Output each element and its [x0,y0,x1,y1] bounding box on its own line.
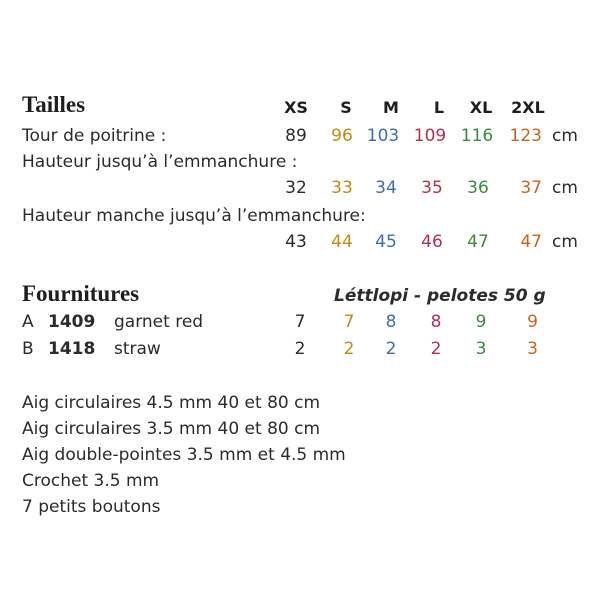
yarn-a-letter: A [22,312,34,332]
fournitures-heading: Fournitures [22,281,140,306]
value-chest-m: 103 [366,126,400,146]
row-label-hauteur-emmanchure: Hauteur jusqu’à l’emmanchure : [22,152,298,172]
unit-sleeve: cm [552,232,578,252]
notion-item: Aig circulaires 3.5 mm 40 et 80 cm [22,419,321,439]
size-header-xs: XS [284,98,308,117]
yarn-a-xs: 7 [294,312,306,332]
row-label-tour-de-poitrine: Tour de poitrine : [22,126,167,146]
notion-item: Aig circulaires 4.5 mm 40 et 80 cm [22,393,321,413]
value-chest-s: 96 [331,126,353,146]
value-armhole-l: 35 [421,178,443,198]
yarn-a-2xl: 9 [527,312,538,332]
yarn-a-code: 1409 [48,312,96,332]
yarn-b-xs: 2 [294,339,306,359]
yarn-b-2xl: 3 [527,339,538,359]
yarn-b-code: 1418 [48,339,96,359]
size-header-2xl: 2XL [511,98,545,117]
size-header-l: L [433,98,445,117]
yarn-b-l: 2 [430,339,442,359]
yarn-b-s: 2 [343,339,355,359]
yarn-b-letter: B [22,339,34,359]
yarn-a-name: garnet red [114,312,204,332]
size-header-s: S [340,98,352,117]
value-armhole-s: 33 [331,178,353,198]
value-sleeve-m: 45 [375,232,397,252]
value-sleeve-s: 44 [331,232,353,252]
yarn-b-name: straw [114,339,161,359]
value-sleeve-xl: 47 [467,232,489,252]
value-chest-xs: 89 [285,126,307,146]
yarn-a-l: 8 [430,312,442,332]
yarn-b-m: 2 [385,339,397,359]
size-header-xl: XL [469,98,493,117]
yarn-a-m: 8 [385,312,397,332]
value-armhole-m: 34 [375,178,397,198]
notion-item: 7 petits boutons [22,497,161,517]
size-header-m: M [383,98,399,117]
value-sleeve-2xl: 47 [520,232,542,252]
unit-armhole: cm [552,178,578,198]
notion-item: Aig double-pointes 3.5 mm et 4.5 mm [22,445,346,465]
yarn-b-xl: 3 [475,339,487,359]
yarn-header: Léttlopi - pelotes 50 g [334,286,546,306]
value-chest-l: 109 [413,126,447,146]
notion-item: Crochet 3.5 mm [22,471,160,491]
value-sleeve-l: 46 [421,232,443,252]
value-chest-2xl: 123 [509,126,542,146]
value-chest-xl: 116 [460,126,494,146]
yarn-a-xl: 9 [475,312,487,332]
tailles-heading: Tailles [22,92,86,117]
row-label-hauteur-manche: Hauteur manche jusqu’à l’emmanchure: [22,206,366,226]
yarn-a-s: 7 [343,312,355,332]
value-sleeve-xs: 43 [285,232,307,252]
value-armhole-xl: 36 [467,178,489,198]
value-armhole-xs: 32 [285,178,307,198]
unit-chest: cm [552,126,578,146]
value-armhole-2xl: 37 [520,178,542,198]
